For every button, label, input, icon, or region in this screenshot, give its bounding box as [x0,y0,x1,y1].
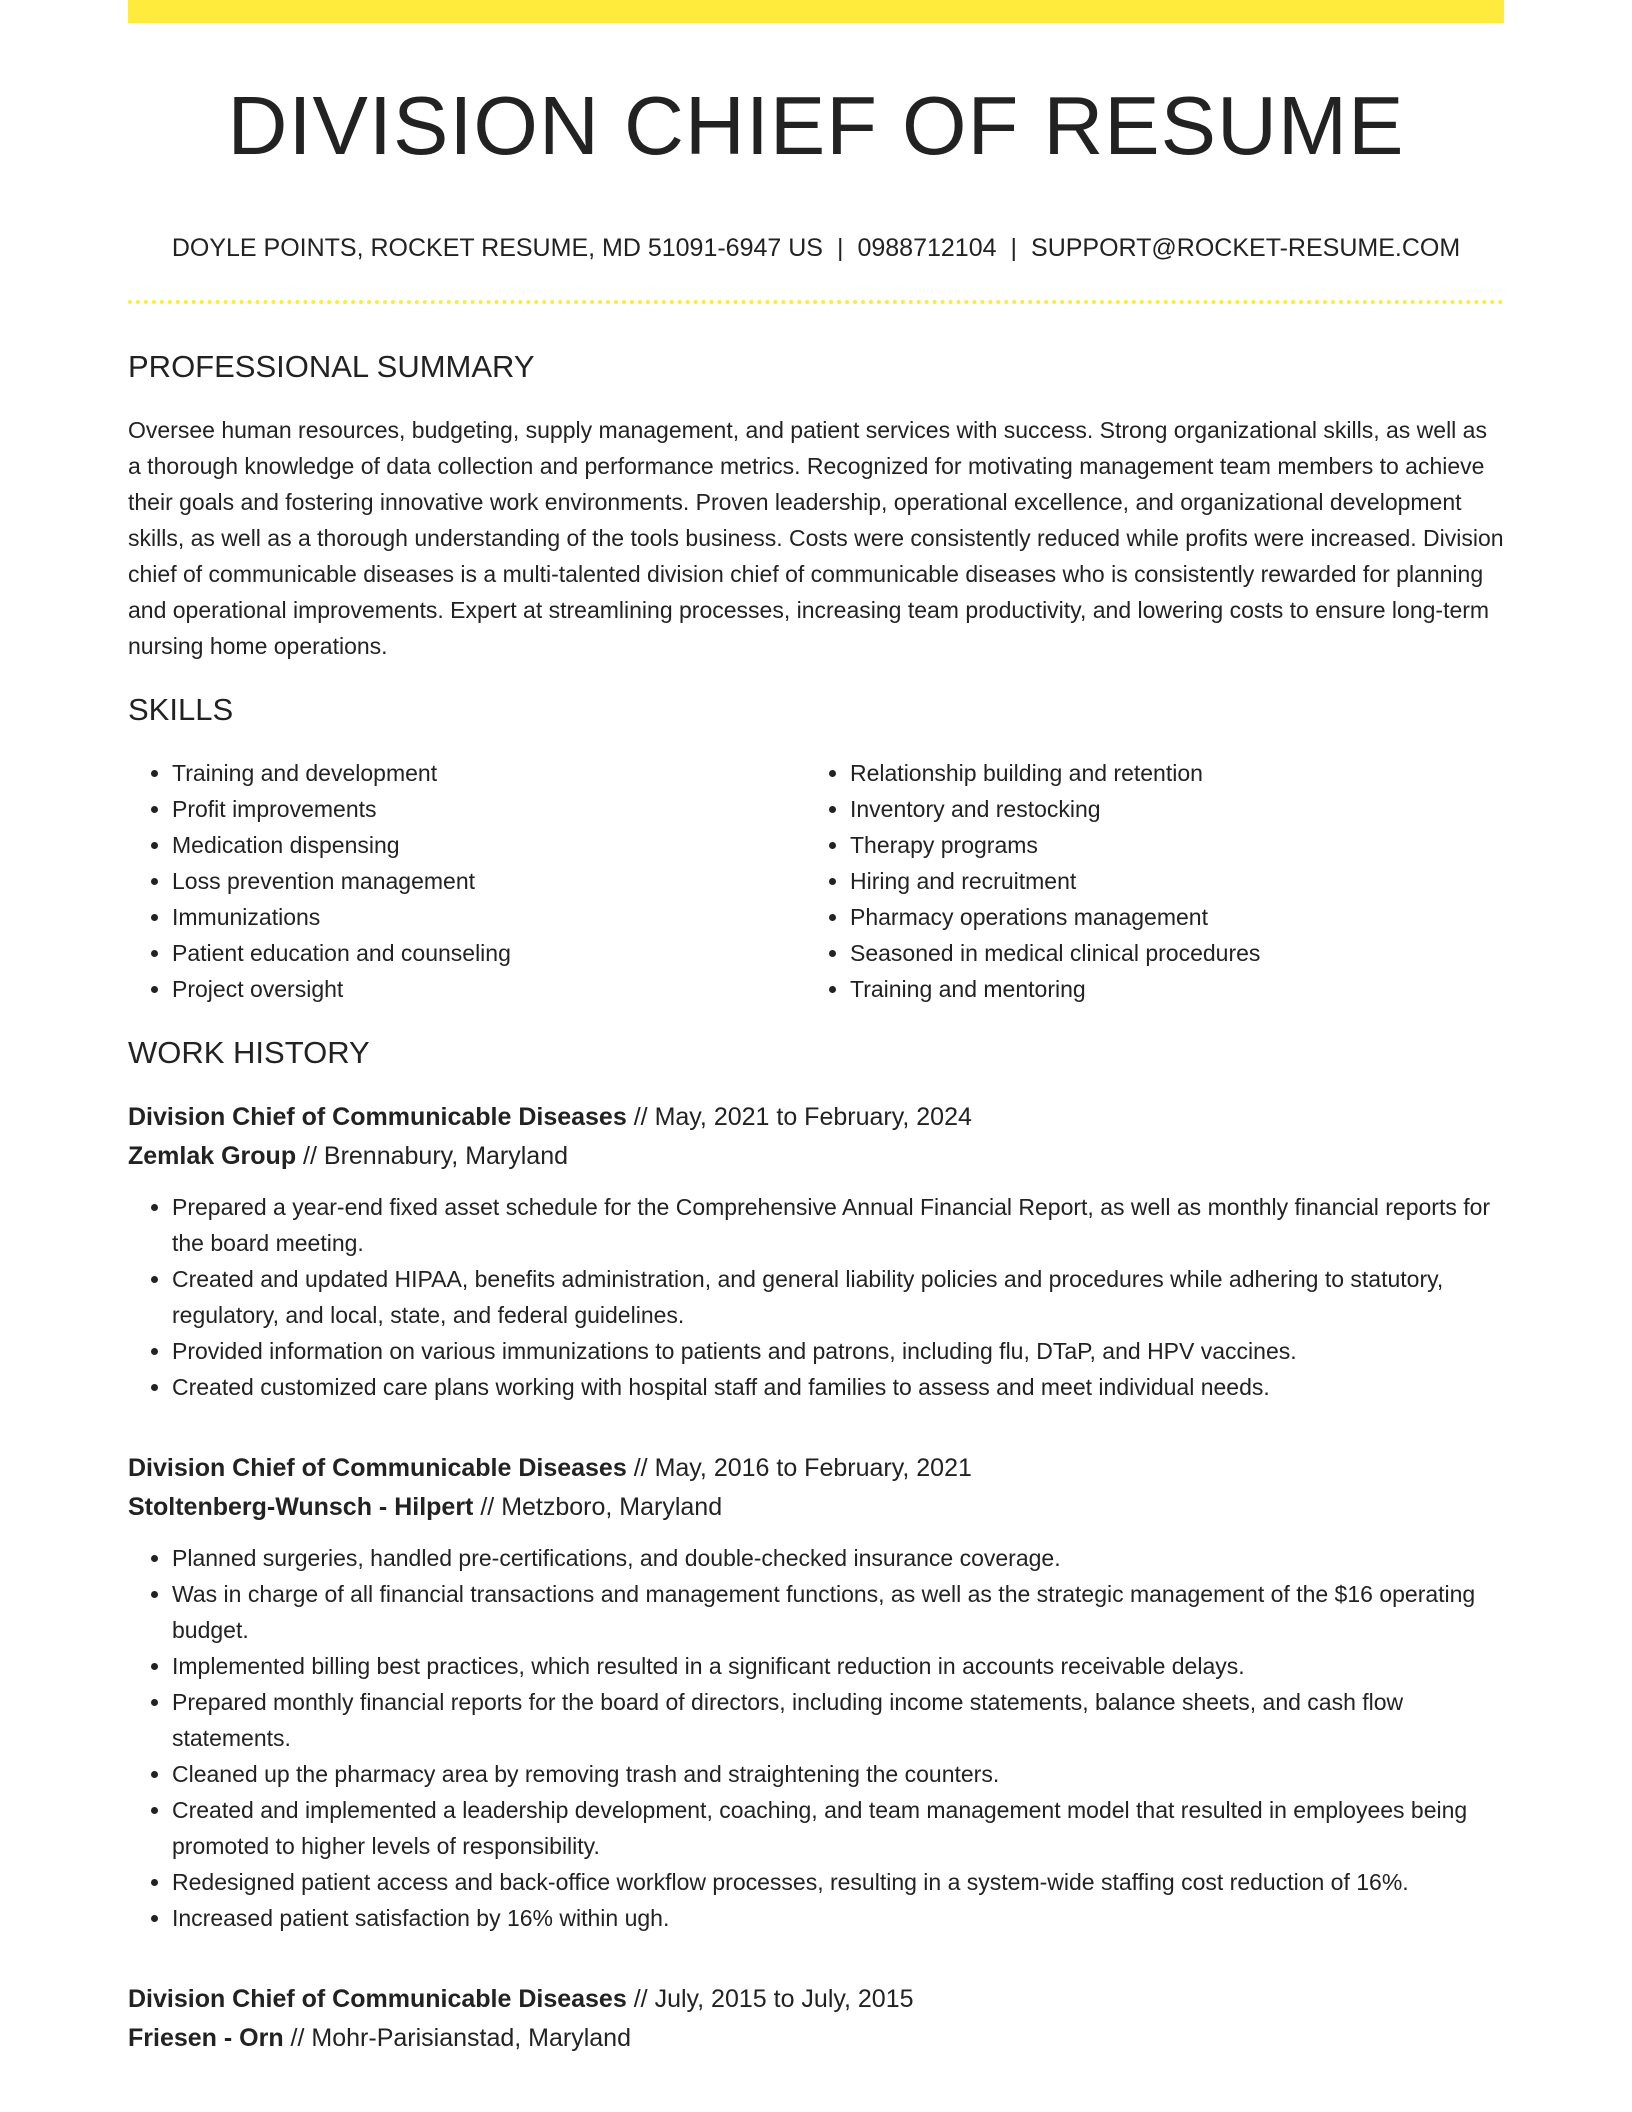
job-role-line [128,1098,1504,1137]
resume-name: DIVISION CHIEF OF RESUME [227,79,1405,172]
job-company-line [128,1488,1504,1527]
job-location: Brennabury, Maryland [323,1142,569,1170]
contact-separator: | [836,234,844,262]
skill-item: • Immunizations [172,899,806,935]
job-dates: May, 2021 to February, 2024 [654,1103,972,1131]
skills-heading: SKILLS [128,692,234,727]
job-bullet: • Was in charge of all financial transactions and management functions, as well as the strategic management of the $16 operating budget. [172,1576,1504,1648]
job-company-line [128,1137,1504,1176]
job-role: Division Chief of Communicable Diseases [128,1985,627,2013]
skills-left-column [128,755,806,1007]
job-entry [128,1449,1504,1936]
job-role: Division Chief of Communicable Diseases [128,1454,627,1482]
job-bullet: • Created and updated HIPAA, benefits administration, and general liability policies and procedures while adhering to statutory, regulatory, and local, state, and federal guidelines. [172,1261,1504,1333]
contact-line [128,236,1504,261]
skill-item: • Loss prevention management [172,863,806,899]
job-bullet: • Prepared a year-end fixed asset schedule for the Comprehensive Annual Financial Report, as well as monthly financial reports for the board meeting. [172,1189,1504,1261]
job-bullet: • Provided information on various immunizations to patients and patrons, including flu, DTaP, and HPV vaccines. [172,1333,1504,1369]
job-divider: // [633,1103,648,1131]
resume-page [128,0,1504,2058]
job-entry [128,1098,1504,1405]
job-divider: // [480,1493,495,1521]
job-role-line [128,1449,1504,1488]
skills-grid [128,755,1504,1007]
skill-item: • Profit improvements [172,791,806,827]
job-location: Mohr-Parisianstad, Maryland [311,2024,631,2052]
skill-item: • Medication dispensing [172,827,806,863]
job-bullet: • Redesigned patient access and back-office workflow processes, resulting in a system-wide staffing cost reduction of 16%. [172,1864,1504,1900]
skill-item: • Patient education and counseling [172,935,806,971]
job-divider: // [633,1985,648,2013]
job-location: Metzboro, Maryland [501,1493,723,1521]
job-company: Friesen - Orn [128,2024,284,2052]
job-company: Stoltenberg-Wunsch - Hilpert [128,1493,474,1521]
skill-item: • Therapy programs [850,827,1484,863]
job-divider: // [633,1454,648,1482]
contact-address: DOYLE POINTS, ROCKET RESUME, MD 51091-6947 US [171,234,823,262]
job-divider: // [303,1142,317,1170]
job-role-line [128,1980,1504,2019]
job-role: Division Chief of Communicable Diseases [128,1103,627,1131]
contact-separator: | [1010,234,1018,262]
job-bullet: • Created and implemented a leadership development, coaching, and team management model that resulted in employees being promoted to higher levels of responsibility. [172,1792,1504,1864]
skill-item: • Relationship building and retention [850,755,1484,791]
summary-heading: PROFESSIONAL SUMMARY [128,349,535,384]
skill-item: • Training and development [172,755,806,791]
skills-right-column [806,755,1484,1007]
job-bullet: • Prepared monthly financial reports for the board of directors, including income statements, balance sheets, and cash flow statements. [172,1684,1504,1756]
work-history-heading: WORK HISTORY [128,1035,370,1070]
job-bullets [128,1540,1504,1936]
contact-phone: 0988712104 [857,234,997,262]
job-company: Zemlak Group [128,1142,297,1170]
job-bullet: • Cleaned up the pharmacy area by removing trash and straightening the counters. [172,1756,1504,1792]
header-divider [128,300,1504,304]
job-divider: // [290,2024,305,2052]
skill-item: • Project oversight [172,971,806,1007]
job-bullet: • Created customized care plans working with hospital staff and families to assess and meet individual needs. [172,1369,1504,1405]
skill-item: • Pharmacy operations management [850,899,1484,935]
skill-item: • Hiring and recruitment [850,863,1484,899]
skill-item: • Training and mentoring [850,971,1484,1007]
skill-item: • Seasoned in medical clinical procedures [850,935,1484,971]
skill-item: • Inventory and restocking [850,791,1484,827]
job-bullets [128,1189,1504,1405]
contact-email: SUPPORT@ROCKET-RESUME.COM [1031,234,1461,262]
job-dates: May, 2016 to February, 2021 [654,1454,972,1482]
top-accent-bar [128,0,1504,23]
job-company-line [128,2019,1504,2058]
job-bullet: • Planned surgeries, handled pre-certifications, and double-checked insurance coverage. [172,1540,1504,1576]
summary-text: Oversee human resources, budgeting, supply management, and patient services with success. Strong organizational skills, as well as a thorough knowledge of data collection and performance metrics. Recognized for motivating management team members to achieve their goals and fostering innovative work environments. Proven leadership, operational excellence, and organizational development skills, as well as a thorough understanding of the tools business. Costs were consistently reduced while profits were increased. Division chief of communicable diseases is a multi-talented division chief of communicable diseases who is consistently rewarded for planning and operational improvements. Expert at streamlining processes, increasing team productivity, and lowering costs to ensure long-term nursing home operations. [128,417,1504,659]
job-bullet: • Increased patient satisfaction by 16% within ugh. [172,1900,1504,1936]
job-entry [128,1980,1504,2058]
job-dates: July, 2015 to July, 2015 [654,1985,914,2013]
job-bullet: • Implemented billing best practices, which resulted in a significant reduction in accounts receivable delays. [172,1648,1504,1684]
